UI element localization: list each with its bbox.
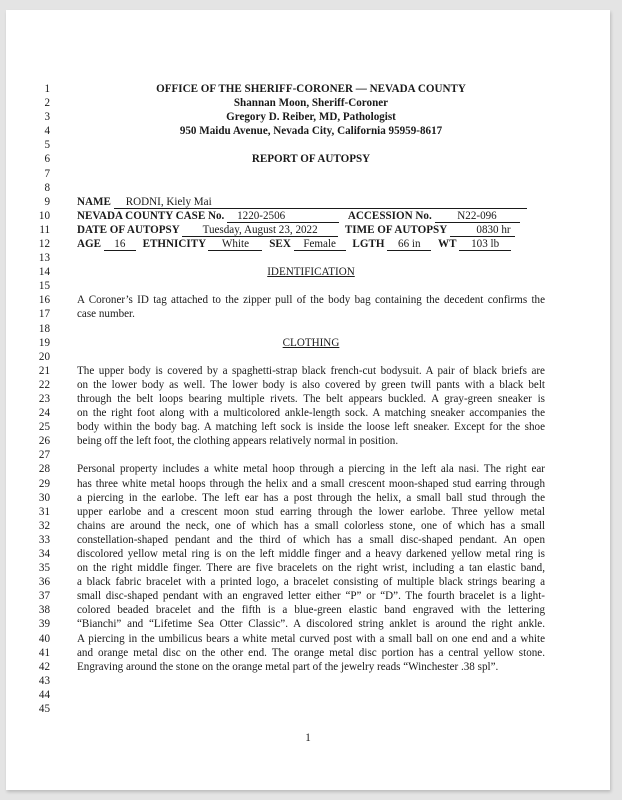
ethnicity-label: ETHNICITY bbox=[142, 237, 206, 250]
paragraph-text-line: colored beaded bracelet and the fifth is a blue-green elastic band engraved with the lettering bbox=[77, 604, 545, 617]
time-of-autopsy-field: 0830 hr bbox=[450, 225, 515, 237]
age-field: 16 bbox=[104, 239, 136, 251]
text-line bbox=[6, 547, 610, 561]
length-field: 66 in bbox=[387, 239, 431, 251]
accession-number-field: N22-096 bbox=[435, 211, 520, 223]
text-line bbox=[6, 491, 610, 505]
demographics-row bbox=[77, 237, 545, 251]
line-number: 22 bbox=[38, 378, 50, 391]
line-number: 4 bbox=[44, 125, 50, 138]
identification-text-line: A Coroner’s ID tag attached to the zipper pull of the body bag containing the decedent confirms the bbox=[77, 294, 545, 307]
identification-text-line: case number. bbox=[77, 308, 135, 321]
line-number: 45 bbox=[38, 702, 50, 715]
text-line bbox=[6, 477, 610, 491]
paragraph-text-line: chains are around the neck, one of which has a small colorless stone, one of which has a small bbox=[77, 519, 545, 532]
line-number: 33 bbox=[38, 533, 50, 546]
line-number: 27 bbox=[38, 449, 50, 462]
line-number: 35 bbox=[38, 562, 50, 575]
date-row bbox=[77, 223, 545, 237]
text-line bbox=[6, 364, 610, 378]
clothing-heading: CLOTHING bbox=[282, 336, 340, 349]
sex-field: Female bbox=[294, 239, 346, 251]
paragraph-text-line: through the belt loops bearing multiple rivets. The belt appears buckled. A gray-green sneaker is bbox=[77, 392, 545, 405]
paragraph-text-line: discolored yellow metal ring is on the left middle finger and a heavy darkened yellow metal ring is bbox=[77, 547, 545, 560]
line-number-row bbox=[6, 688, 610, 702]
text-line bbox=[6, 589, 610, 603]
paragraph-text-line: body within the body bag. A matching left sock is inside the loose left sneaker. Except for the shoe bbox=[77, 421, 545, 434]
paragraph-text-line: and orange metal disc on the other end. The orange metal disc portion has a central yellow stone. bbox=[77, 646, 545, 659]
paragraph-text-line: upper earlobe and a crescent moon stud earring through the lower earlobe. Three yellow metal bbox=[77, 505, 545, 518]
text-line bbox=[6, 406, 610, 420]
line-6 bbox=[6, 152, 610, 166]
line-number: 16 bbox=[38, 294, 50, 307]
name-label: NAME bbox=[77, 195, 111, 208]
line-number-row bbox=[6, 322, 610, 336]
line-number: 36 bbox=[38, 576, 50, 589]
line-number: 2 bbox=[44, 97, 50, 110]
text-line bbox=[6, 617, 610, 631]
paragraph-text-line: “Bianchi” and “Lifetime Sea Otter Classic”. A discolored string anklet is around the right ankle. bbox=[77, 618, 545, 631]
line-number: 13 bbox=[38, 252, 50, 265]
document-page bbox=[6, 10, 610, 790]
paragraph-text-line: on the right middle finger. There are five bracelets on the right wrist, including a tan elastic band, bbox=[77, 562, 545, 575]
paragraph-text-line: small disc-shaped pendant with an engraved letter either “P” or “D”. The fourth bracelet is a light- bbox=[77, 590, 545, 603]
line-number: 30 bbox=[38, 491, 50, 504]
time-label: TIME OF AUTOPSY bbox=[344, 223, 447, 236]
text-line bbox=[6, 378, 610, 392]
paragraph-text-line: a black fabric bracelet with a printed logo, a bracelet consisting of multiple black strings bearing a bbox=[77, 576, 545, 589]
line-number: 26 bbox=[38, 435, 50, 448]
line-number: 41 bbox=[38, 646, 50, 659]
date-of-autopsy-field: Tuesday, August 23, 2022 bbox=[182, 225, 338, 237]
paragraph-text-line: The upper body is covered by a spaghetti-strap black french-cut bodysuit. A pair of black briefs are bbox=[77, 364, 545, 377]
line-1 bbox=[6, 82, 610, 96]
paragraph-text-line: Engraving around the stone on the orange metal part of the jewelry reads “Winchester .38 spl”. bbox=[77, 660, 499, 673]
text-line bbox=[6, 646, 610, 660]
paragraph-text-line: on the right foot along with a multicolored ankle-length sock. A matching sneaker accompanies the bbox=[77, 407, 545, 420]
name-row bbox=[77, 195, 545, 209]
line-number-row bbox=[6, 251, 610, 265]
line-3 bbox=[6, 110, 610, 124]
age-label: AGE bbox=[77, 237, 102, 250]
page-number: 1 bbox=[305, 732, 311, 744]
name-field: RODNI, Kiely Mai bbox=[114, 197, 527, 209]
text-line bbox=[6, 434, 610, 448]
line-number-row bbox=[6, 167, 610, 181]
office-address: 950 Maidu Avenue, Nevada City, California 95959-8617 bbox=[179, 125, 443, 138]
line-number: 19 bbox=[38, 336, 50, 349]
line-9 bbox=[6, 195, 610, 209]
line-14 bbox=[6, 265, 610, 279]
line-number: 37 bbox=[38, 590, 50, 603]
line-number: 18 bbox=[38, 322, 50, 335]
line-number: 5 bbox=[44, 139, 50, 152]
line-number: 11 bbox=[39, 223, 50, 236]
line-number: 43 bbox=[38, 674, 50, 687]
line-number: 9 bbox=[44, 195, 50, 208]
line-17 bbox=[6, 307, 610, 321]
pathologist-name: Gregory D. Reiber, MD, Pathologist bbox=[226, 111, 396, 124]
text-line bbox=[6, 575, 610, 589]
line-number-row bbox=[6, 138, 610, 152]
line-12 bbox=[6, 237, 610, 251]
text-line bbox=[6, 420, 610, 434]
line-number: 29 bbox=[38, 477, 50, 490]
line-number: 6 bbox=[44, 153, 50, 166]
line-number: 7 bbox=[44, 167, 50, 180]
line-number: 40 bbox=[38, 632, 50, 645]
paragraph-text-line: a piercing in the earlobe. The left ear has a post through the helix, a small ball stud through the bbox=[77, 491, 545, 504]
paragraph-text-line: being off the left foot, the clothing appears relatively normal in position. bbox=[77, 435, 399, 448]
line-10 bbox=[6, 209, 610, 223]
line-number: 12 bbox=[38, 237, 50, 250]
length-label: LGTH bbox=[352, 237, 385, 250]
paragraph-text-line: has three white metal hoops through the helix and a small crescent moon-shaped stud earring through bbox=[77, 477, 545, 490]
line-11 bbox=[6, 223, 610, 237]
text-line bbox=[6, 561, 610, 575]
case-number-field: 1220-2506 bbox=[227, 211, 339, 223]
text-line bbox=[6, 660, 610, 674]
line-16 bbox=[6, 293, 610, 307]
date-label: DATE OF AUTOPSY bbox=[77, 223, 180, 236]
line-number-row bbox=[6, 279, 610, 293]
line-number: 39 bbox=[38, 618, 50, 631]
line-number: 21 bbox=[38, 364, 50, 377]
line-number: 20 bbox=[38, 350, 50, 363]
line-number: 31 bbox=[38, 505, 50, 518]
text-line bbox=[6, 603, 610, 617]
line-number: 14 bbox=[38, 266, 50, 279]
ethnicity-field: White bbox=[208, 239, 262, 251]
line-number: 38 bbox=[38, 604, 50, 617]
line-number: 25 bbox=[38, 421, 50, 434]
text-line bbox=[6, 632, 610, 646]
paragraph-text-line: on the lower body as well. The lower body is also covered by green twill pants with a black belt bbox=[77, 378, 545, 391]
line-number: 44 bbox=[38, 688, 50, 701]
sheriff-name: Shannan Moon, Sheriff-Coroner bbox=[233, 97, 389, 110]
line-number: 28 bbox=[38, 463, 50, 476]
line-number: 34 bbox=[38, 547, 50, 560]
identification-heading: IDENTIFICATION bbox=[267, 266, 355, 279]
weight-label: WT bbox=[438, 237, 457, 250]
line-19 bbox=[6, 336, 610, 350]
line-number-row bbox=[6, 350, 610, 364]
office-heading: OFFICE OF THE SHERIFF-CORONER — NEVADA COUNTY bbox=[156, 83, 466, 95]
line-number: 24 bbox=[38, 407, 50, 420]
weight-field: 103 lb bbox=[459, 239, 511, 251]
line-number: 10 bbox=[38, 209, 50, 222]
text-line bbox=[6, 533, 610, 547]
line-number: 23 bbox=[38, 392, 50, 405]
line-number-row bbox=[6, 674, 610, 688]
line-number: 15 bbox=[38, 280, 50, 293]
case-row bbox=[77, 209, 545, 223]
case-label: NEVADA COUNTY CASE No. bbox=[77, 209, 225, 222]
line-number: 17 bbox=[38, 308, 50, 321]
line-number: 32 bbox=[38, 519, 50, 532]
paragraph-text-line: A piercing in the umbilicus bears a white metal curved post with a small ball on one end and a white bbox=[77, 632, 545, 645]
text-line bbox=[6, 462, 610, 476]
accession-label: ACCESSION No. bbox=[347, 209, 432, 222]
text-line bbox=[6, 519, 610, 533]
paragraph-text-line: constellation-shaped pendant and the third of which has a small disc-shaped pendant. An open bbox=[77, 533, 545, 546]
line-number-row bbox=[6, 702, 610, 716]
line-number: 42 bbox=[38, 660, 50, 673]
line-number-row bbox=[6, 181, 610, 195]
line-number: 8 bbox=[44, 181, 50, 194]
paragraph-text-line: Personal property includes a white metal hoop through a piercing in the left ala nasi. The right ear bbox=[77, 463, 545, 476]
line-2 bbox=[6, 96, 610, 110]
report-title: REPORT OF AUTOPSY bbox=[251, 153, 371, 166]
line-number: 3 bbox=[44, 111, 50, 124]
sex-label: SEX bbox=[269, 237, 291, 250]
text-line bbox=[6, 505, 610, 519]
line-number-row bbox=[6, 448, 610, 462]
line-number: 1 bbox=[44, 83, 50, 95]
line-4 bbox=[6, 124, 610, 138]
text-line bbox=[6, 392, 610, 406]
